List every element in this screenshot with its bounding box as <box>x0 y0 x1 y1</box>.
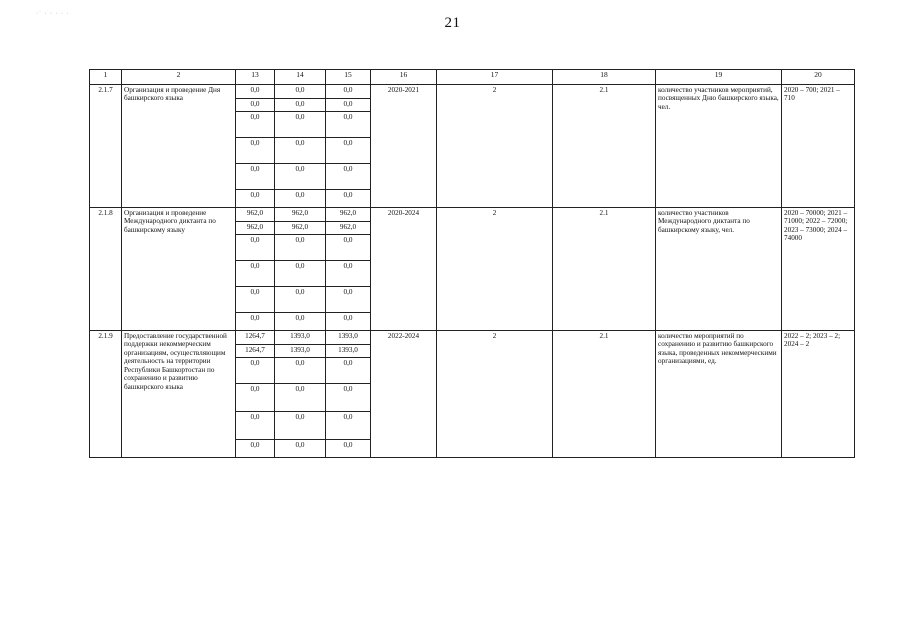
finance-col13-cell: 0,0 <box>236 440 275 458</box>
finance-col13-cell: 0,0 <box>236 85 275 99</box>
header-row <box>90 70 855 85</box>
column-header: 17 <box>437 70 553 85</box>
finance-col13-cell: 0,0 <box>236 164 275 190</box>
finance-col13-cell: 0,0 <box>236 235 275 261</box>
activity-code-cell: 2.1.8 <box>90 208 122 331</box>
finance-col13-cell: 0,0 <box>236 261 275 287</box>
finance-col13-cell: 0,0 <box>236 358 275 384</box>
target-values-cell: 2020 – 70000; 2021 – 71000; 2022 – 72000; 2023 – 73000; 2024 – 74000 <box>782 208 855 331</box>
finance-col14-cell: 0,0 <box>275 384 326 412</box>
finance-col13-cell: 0,0 <box>236 112 275 138</box>
finance-col13-cell: 0,0 <box>236 313 275 331</box>
finance-col15-cell: 0,0 <box>326 287 371 313</box>
finance-col15-cell: 962,0 <box>326 208 371 222</box>
col18-cell: 2.1 <box>553 208 656 331</box>
finance-col13-cell: 0,0 <box>236 99 275 112</box>
col17-cell: 2 <box>437 208 553 331</box>
finance-col13-cell: 962,0 <box>236 222 275 235</box>
indicator-cell: количество участников Международного диктанта по башкирскому языку, чел. <box>656 208 782 331</box>
finance-col15-cell: 1393,0 <box>326 331 371 345</box>
finance-col14-cell: 0,0 <box>275 138 326 164</box>
finance-col15-cell: 0,0 <box>326 440 371 458</box>
finance-col15-cell: 0,0 <box>326 164 371 190</box>
finance-col15-cell: 0,0 <box>326 85 371 99</box>
column-header: 16 <box>371 70 437 85</box>
column-header: 20 <box>782 70 855 85</box>
finance-col13-cell: 1264,7 <box>236 345 275 358</box>
finance-col14-cell: 0,0 <box>275 358 326 384</box>
finance-col15-cell: 1393,0 <box>326 345 371 358</box>
finance-col14-cell: 0,0 <box>275 261 326 287</box>
column-header: 18 <box>553 70 656 85</box>
finance-col15-cell: 0,0 <box>326 112 371 138</box>
col18-cell: 2.1 <box>553 85 656 208</box>
column-header: 14 <box>275 70 326 85</box>
period-cell: 2020-2024 <box>371 208 437 331</box>
finance-col14-cell: 1393,0 <box>275 331 326 345</box>
column-header: 13 <box>236 70 275 85</box>
table-row <box>90 331 855 345</box>
column-header: 2 <box>122 70 236 85</box>
table-body <box>90 85 855 458</box>
finance-col15-cell: 962,0 <box>326 222 371 235</box>
activity-name-cell: Организация и проведение Дня башкирского языка <box>122 85 236 208</box>
column-header: 1 <box>90 70 122 85</box>
period-cell: 2022-2024 <box>371 331 437 458</box>
finance-col13-cell: 0,0 <box>236 412 275 440</box>
finance-col13-cell: 0,0 <box>236 190 275 208</box>
finance-col14-cell: 0,0 <box>275 99 326 112</box>
page-number: 21 <box>444 15 461 31</box>
finance-col14-cell: 0,0 <box>275 235 326 261</box>
finance-col15-cell: 0,0 <box>326 99 371 112</box>
finance-col13-cell: 0,0 <box>236 287 275 313</box>
finance-col14-cell: 962,0 <box>275 208 326 222</box>
finance-col14-cell: 0,0 <box>275 164 326 190</box>
col17-cell: 2 <box>437 331 553 458</box>
finance-col13-cell: 0,0 <box>236 138 275 164</box>
finance-col14-cell: 0,0 <box>275 287 326 313</box>
finance-col14-cell: 962,0 <box>275 222 326 235</box>
col17-cell: 2 <box>437 85 553 208</box>
activity-code-cell: 2.1.7 <box>90 85 122 208</box>
scan-marks: ·˙ · · · · · <box>36 11 70 17</box>
activity-name-cell: Предоставление государственной поддержки некоммерческим организациям, осуществляющим деятельность на территории Республики Башкортостан по сохранению и развитию башкирского языка <box>122 331 236 458</box>
period-cell: 2020-2021 <box>371 85 437 208</box>
program-table <box>89 69 855 458</box>
finance-col15-cell: 0,0 <box>326 412 371 440</box>
finance-col14-cell: 0,0 <box>275 412 326 440</box>
indicator-cell: количество участников мероприятий, посвященных Дню башкирского языка, чел. <box>656 85 782 208</box>
finance-col15-cell: 0,0 <box>326 313 371 331</box>
finance-col13-cell: 0,0 <box>236 384 275 412</box>
finance-col15-cell: 0,0 <box>326 358 371 384</box>
table-row <box>90 85 855 99</box>
finance-col15-cell: 0,0 <box>326 190 371 208</box>
finance-col14-cell: 0,0 <box>275 190 326 208</box>
col18-cell: 2.1 <box>553 331 656 458</box>
finance-col13-cell: 962,0 <box>236 208 275 222</box>
finance-col15-cell: 0,0 <box>326 384 371 412</box>
indicator-cell: количество мероприятий по сохранению и развитию башкирского языка, проведенных некоммерческими организациями, ед. <box>656 331 782 458</box>
finance-col14-cell: 0,0 <box>275 440 326 458</box>
finance-col15-cell: 0,0 <box>326 261 371 287</box>
activity-name-cell: Организация и проведение Международного диктанта по башкирскому языку <box>122 208 236 331</box>
finance-col13-cell: 1264,7 <box>236 331 275 345</box>
finance-col15-cell: 0,0 <box>326 235 371 261</box>
finance-col14-cell: 0,0 <box>275 112 326 138</box>
table-row <box>90 208 855 222</box>
finance-col14-cell: 0,0 <box>275 85 326 99</box>
finance-col15-cell: 0,0 <box>326 138 371 164</box>
finance-col14-cell: 0,0 <box>275 313 326 331</box>
column-header: 15 <box>326 70 371 85</box>
column-header: 19 <box>656 70 782 85</box>
activity-code-cell: 2.1.9 <box>90 331 122 458</box>
target-values-cell: 2022 – 2; 2023 – 2; 2024 – 2 <box>782 331 855 458</box>
target-values-cell: 2020 – 700; 2021 – 710 <box>782 85 855 208</box>
finance-col14-cell: 1393,0 <box>275 345 326 358</box>
